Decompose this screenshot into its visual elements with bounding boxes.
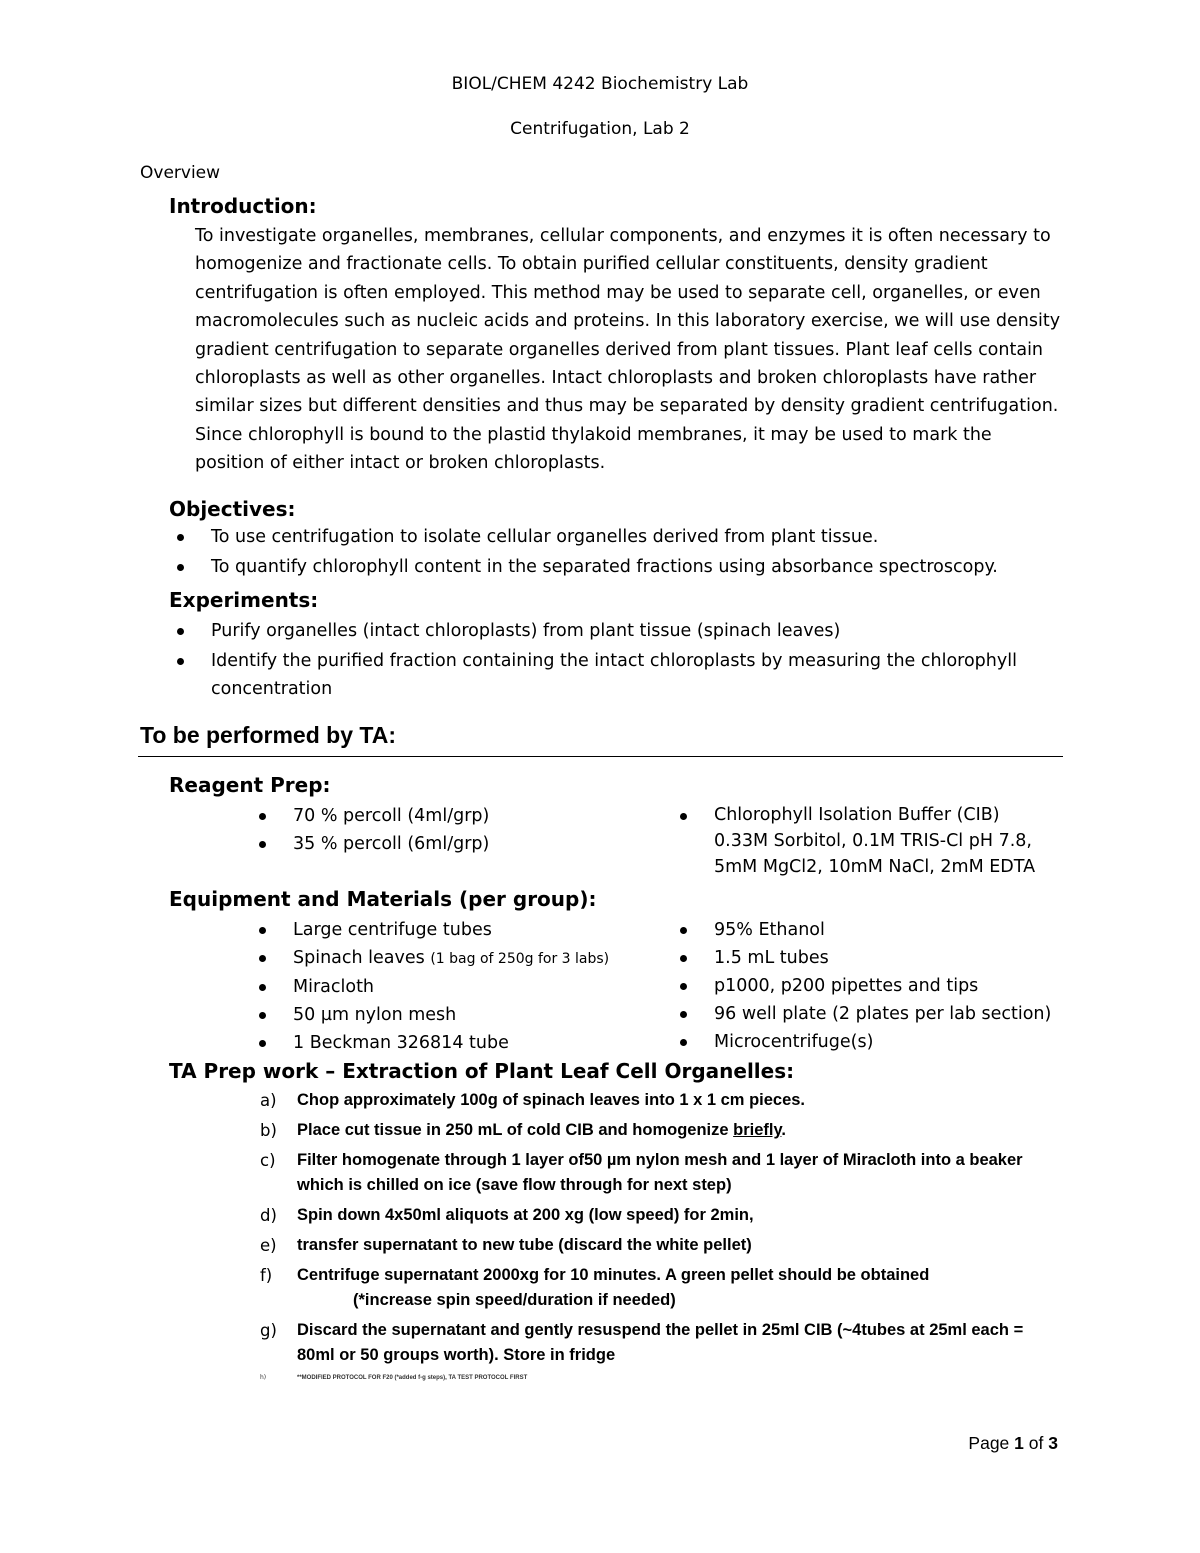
spinach-note: (1 bag of 250g for 3 labs)	[430, 951, 610, 967]
intro-line: To investigate organelles, membranes, cellular components, and enzymes it is often necessary to	[195, 226, 1051, 246]
equipment-right-list	[676, 916, 1051, 1056]
intro-line: macromolecules such as nucleic acids and proteins. In this laboratory exercise, we will use density	[195, 311, 1061, 332]
bullet-icon	[259, 927, 266, 934]
bullet-icon	[177, 628, 184, 635]
equipment-heading: Equipment and Materials (per group):	[169, 887, 597, 911]
intro-line: Since chlorophyll is bound to the plastid thylakoid membranes, it may be used to mark the	[195, 424, 992, 445]
intro-line: chloroplasts as well as other organelles. Intact chloroplasts and broken chloroplasts have rather	[195, 368, 1037, 389]
reagent-right-list	[676, 802, 1035, 880]
list-item: 95% Ethanol	[676, 916, 1051, 944]
list-item: 50 µm nylon mesh	[255, 1001, 609, 1029]
list-item: Spinach leaves (1 bag of 250g for 3 labs)	[255, 944, 609, 973]
list-item: 1.5 mL tubes	[676, 944, 1051, 972]
step-item: g) Discard the supernatant and gently resuspend the pellet in 25ml CIB (~4tubes at 25ml each = 80ml or 50 groups worth). Store in fridge	[260, 1321, 1024, 1364]
list-item: 35 % percoll (6ml/grp)	[255, 830, 489, 858]
equipment-left-list	[255, 916, 609, 1057]
list-item: Identify the purified fraction containing the intact chloroplasts by measuring the chlorophyll concentration	[173, 647, 1017, 703]
list-item: Large centrifuge tubes	[255, 916, 609, 944]
list-item: 70 % percoll (4ml/grp)	[255, 802, 489, 830]
bullet-icon	[259, 1012, 266, 1019]
bullet-icon	[259, 1040, 266, 1047]
list-item: Miracloth	[255, 973, 609, 1001]
bullet-icon	[259, 813, 266, 820]
ta-section-heading: To be performed by TA:	[140, 722, 396, 748]
intro-line: gradient centrifugation to separate organelles derived from plant tissues. Plant leaf cells contain	[195, 339, 1044, 360]
prep-steps-list	[258, 1088, 1058, 1388]
bullet-icon	[680, 927, 687, 934]
experiments-list	[173, 617, 1017, 703]
overview-label: Overview	[140, 163, 221, 183]
intro-line: homogenize and fractionate cells. To obtain purified cellular constituents, density gradient	[195, 254, 988, 275]
list-item: To quantify chlorophyll content in the separated fractions using absorbance spectroscopy.	[173, 553, 998, 581]
intro-line: similar sizes but different densities and thus may be separated by density gradient centrifugation.	[195, 396, 1059, 417]
reagent-prep-heading: Reagent Prep:	[169, 773, 331, 797]
list-item: Chlorophyll Isolation Buffer (CIB) 0.33M Sorbitol, 0.1M TRIS-Cl pH 7.8, 5mM MgCl2, 10mM NaCl, 2mM EDTA	[676, 802, 1035, 880]
bullet-icon	[177, 534, 184, 541]
bullet-icon	[177, 564, 184, 571]
step-item: f) Centrifuge supernatant 2000xg for 10 minutes. A green pellet should be obtained (*increase spin speed/duration if needed)	[260, 1266, 930, 1309]
intro-line: centrifugation is often employed. This method may be used to separate cell, organelles, or even	[195, 282, 1041, 303]
step-item: d) Spin down 4x50ml aliquots at 200 xg (low speed) for 2min,	[260, 1206, 754, 1225]
page-number: Page 1 of 3	[968, 1433, 1058, 1453]
list-item: p1000, p200 pipettes and tips	[676, 972, 1051, 1000]
step-item: h) **MODIFIED PROTOCOL FOR F20 (*added f-g steps), TA TEST PROTOCOL FIRST	[260, 1374, 528, 1381]
step-item: b) Place cut tissue in 250 mL of cold CIB and homogenize briefly.	[260, 1121, 787, 1140]
course-title: BIOL/CHEM 4242 Biochemistry Lab	[451, 74, 749, 94]
section-divider	[138, 756, 1063, 757]
bullet-icon	[177, 658, 184, 665]
bullet-icon	[680, 955, 687, 962]
bullet-icon	[680, 1011, 687, 1018]
intro-line: position of either intact or broken chloroplasts.	[195, 453, 606, 474]
objectives-list	[173, 523, 998, 581]
objectives-heading: Objectives:	[169, 497, 296, 521]
prep-work-heading: TA Prep work – Extraction of Plant Leaf Cell Organelles:	[169, 1059, 795, 1083]
step-item: c) Filter homogenate through 1 layer of50 µm nylon mesh and 1 layer of Miracloth into a beaker which is chilled on ice (save flow through for next step)	[260, 1151, 1023, 1194]
step-item: a) Chop approximately 100g of spinach leaves into 1 x 1 cm pieces.	[260, 1091, 806, 1110]
experiments-heading: Experiments:	[169, 588, 319, 612]
bullet-icon	[680, 1039, 687, 1046]
bullet-icon	[680, 813, 687, 820]
lab-title: Centrifugation, Lab 2	[510, 119, 690, 139]
list-item: Purify organelles (intact chloroplasts) from plant tissue (spinach leaves)	[173, 617, 1017, 645]
underlined-word: briefly	[733, 1121, 782, 1139]
reagent-left-list	[255, 802, 489, 858]
list-item: 96 well plate (2 plates per lab section)	[676, 1000, 1051, 1028]
list-item: 1 Beckman 326814 tube	[255, 1029, 609, 1057]
bullet-icon	[259, 955, 266, 962]
bullet-icon	[259, 984, 266, 991]
introduction-paragraph	[195, 222, 1075, 478]
list-item: To use centrifugation to isolate cellular organelles derived from plant tissue.	[173, 523, 998, 551]
introduction-heading: Introduction:	[169, 194, 317, 218]
list-item: Microcentrifuge(s)	[676, 1028, 1051, 1056]
bullet-icon	[259, 841, 266, 848]
step-item: e) transfer supernatant to new tube (discard the white pellet)	[260, 1236, 752, 1255]
bullet-icon	[680, 983, 687, 990]
